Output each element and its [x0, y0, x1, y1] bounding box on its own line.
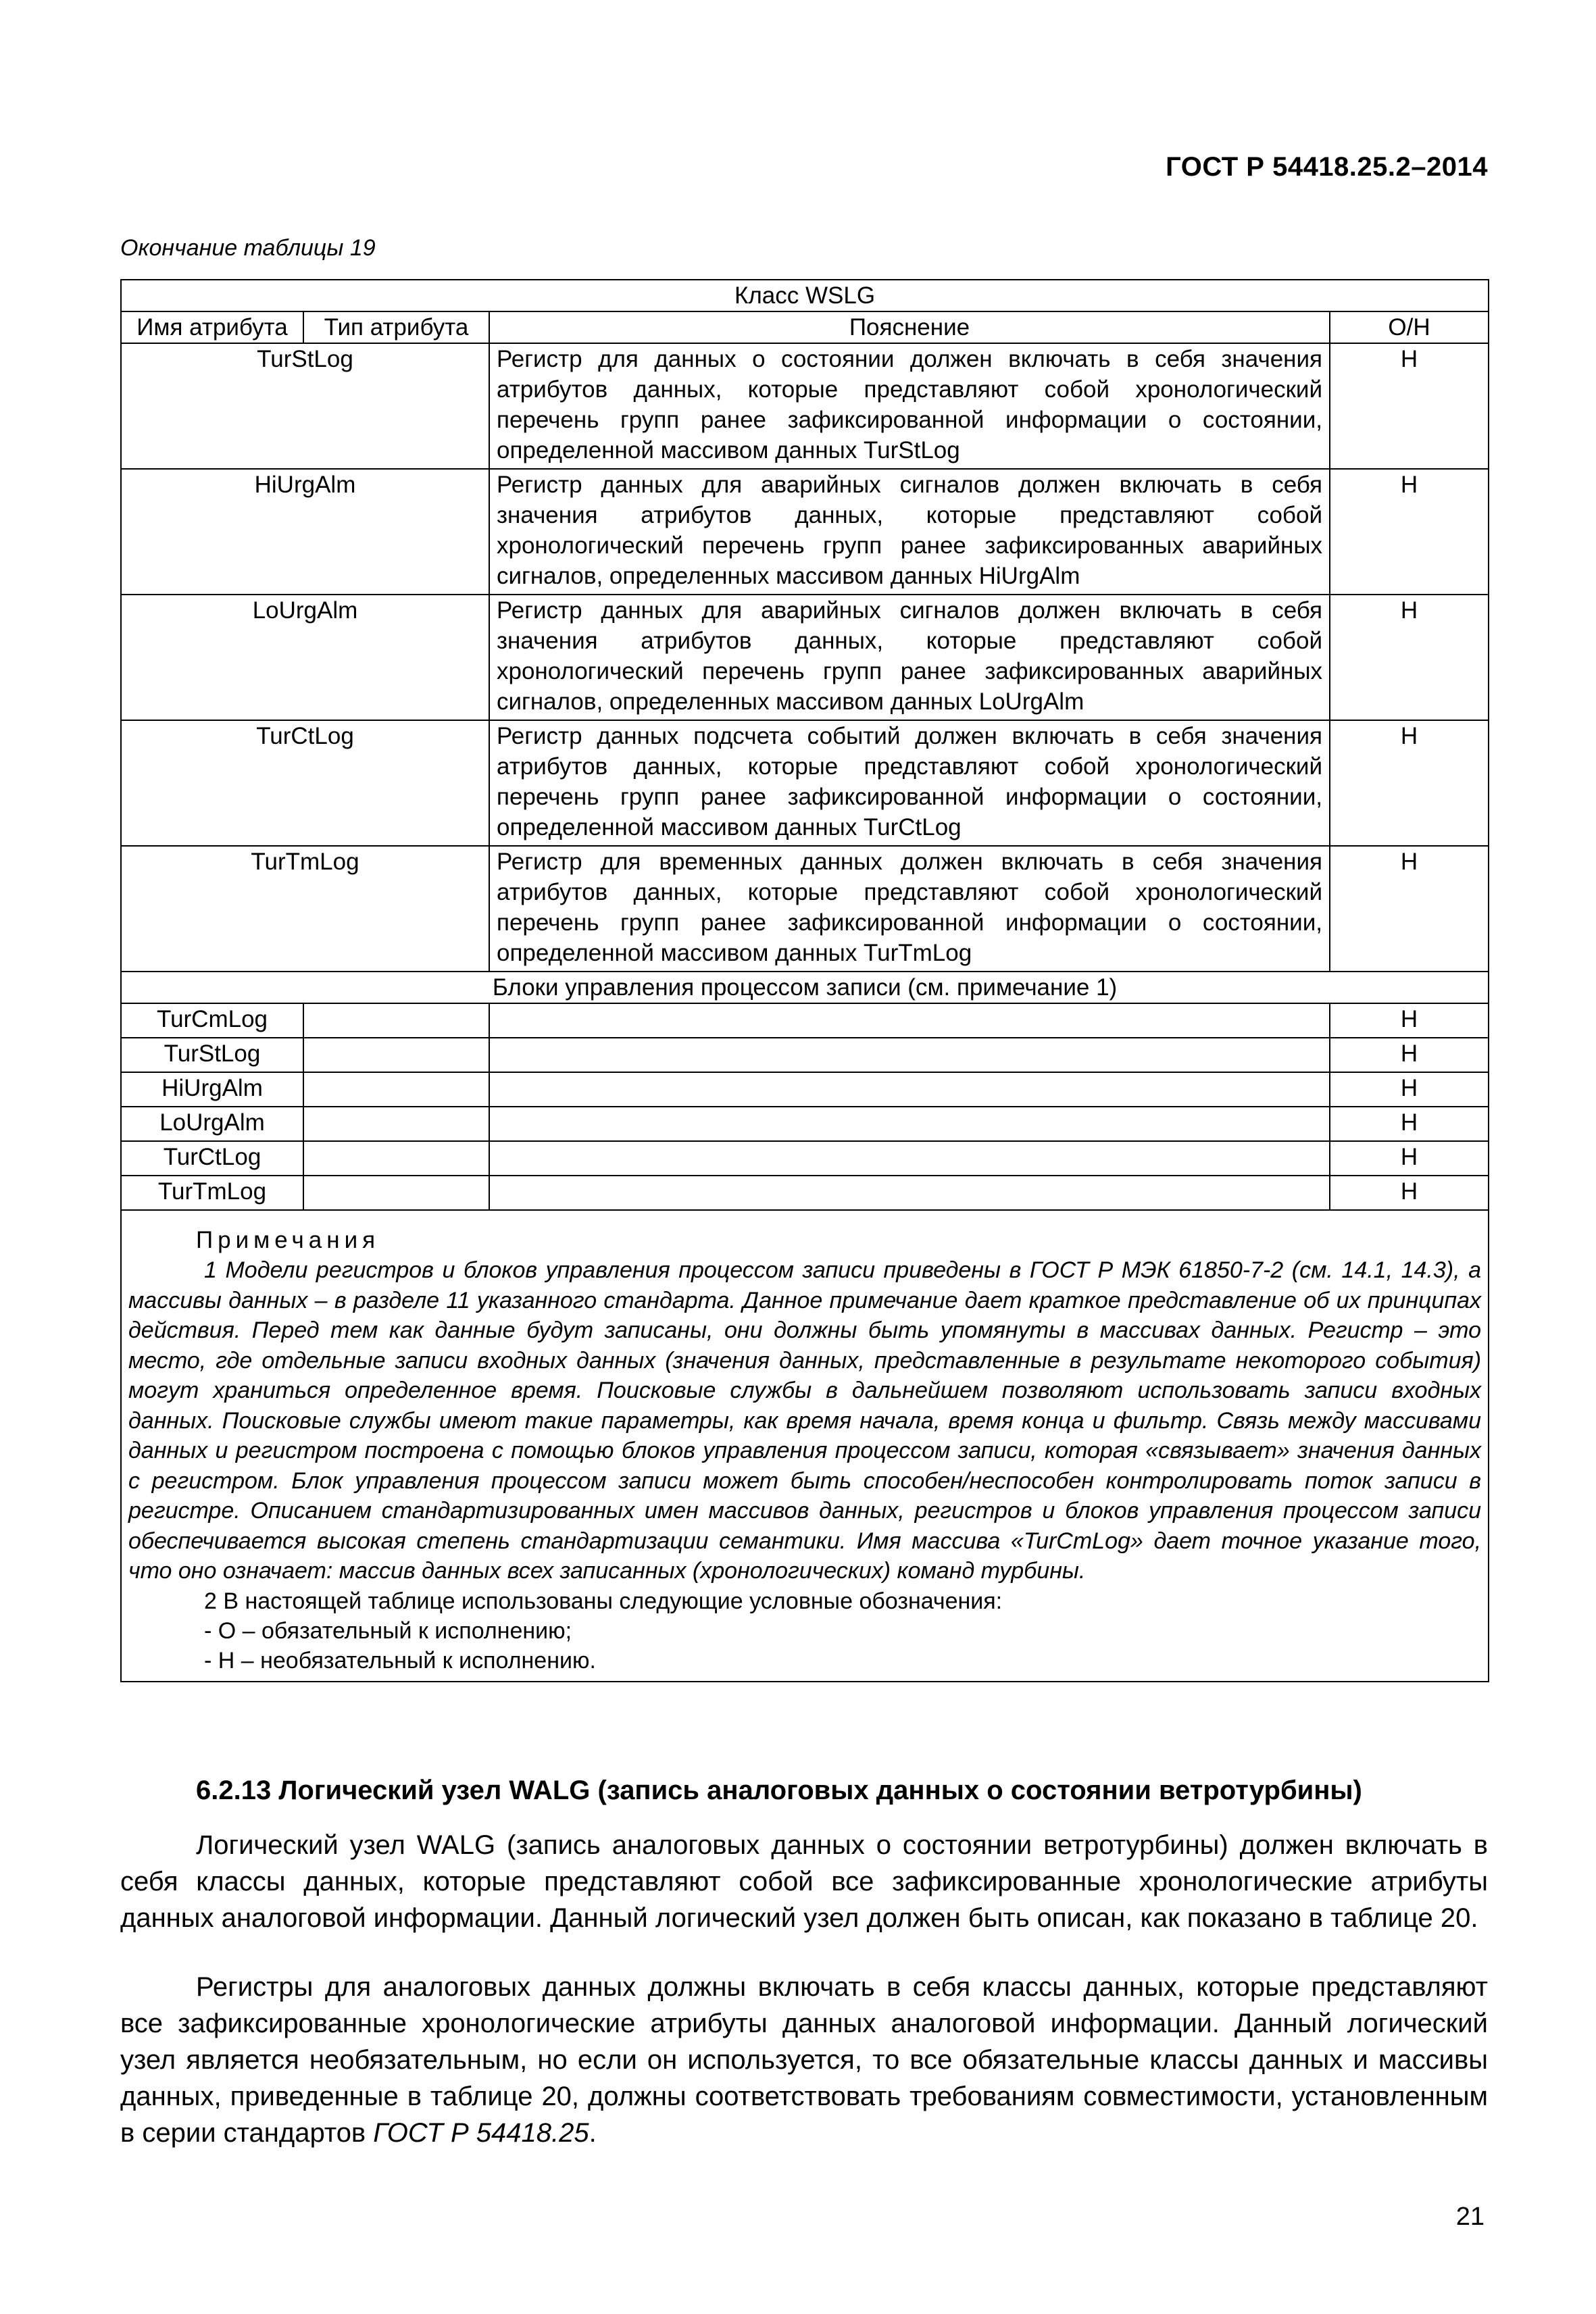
- block-type: [303, 1072, 489, 1107]
- col-header-type: Тип атрибута: [303, 311, 489, 343]
- paragraph-1: Логический узел WALG (запись аналоговых данных о состоянии ветротурбины) должен включать в себя классы данных, которые представляют собой все зафиксированные хронологические атрибуты данных аналоговой информации. Данный логический узел должен быть описан, как показано в таблице 20.: [120, 1830, 1488, 1933]
- attribute-explanation: Регистр данных для аварийных сигналов должен включать в себя значения атрибутов данных, которые представляют собой хронологический перечень групп ранее зафиксированных аварийных сигналов, определенных массивом данных LoUrgAlm: [489, 595, 1330, 720]
- block-on: Н: [1330, 1141, 1489, 1176]
- attribute-name: LoUrgAlm: [121, 595, 489, 720]
- table-row: [121, 595, 1489, 720]
- table-row: [121, 1003, 1489, 1038]
- block-name: LoUrgAlm: [121, 1107, 303, 1141]
- table-row: [121, 469, 1489, 595]
- attribute-explanation: Регистр для временных данных должен включать в себя значения атрибутов данных, которые представляют собой хронологический перечень групп ранее зафиксированной информации о состоянии, определенной массивом данных TurTmLog: [489, 846, 1330, 972]
- block-type: [303, 1176, 489, 1210]
- table-row: [121, 846, 1489, 972]
- section-heading: 6.2.13 Логический узел WALG (запись аналоговых данных о состоянии ветротурбины): [196, 1776, 1362, 1805]
- table-row: [121, 1176, 1489, 1210]
- block-name: TurCtLog: [121, 1141, 303, 1176]
- table-caption: Окончание таблицы 19: [120, 235, 376, 261]
- attribute-explanation: Регистр данных подсчета событий должен включать в себя значения атрибутов данных, которые представляют собой хронологический перечень групп ранее зафиксированной информации о состоянии, определенной массивом данных TurCtLog: [489, 720, 1330, 846]
- note-2: 2 В настоящей таблице использованы следующие условные обозначения:: [204, 1588, 1003, 1614]
- note-1: 1 Модели регистров и блоков управления процессом записи приведены в ГОСТ Р МЭК 61850-7-2 (см. 14.1, 14.3), а массивы данных – в разделе 11 указанного стандарта. Данное примечание дает краткое представление об их принципах действия. Перед тем как данные будут записаны, они должны быть упомянуты в массивах данных. Регистр – это место, где отдельные записи входных данных (значения данных, представленные в результате некоторого события) могут храниться определенное время. Поисковые службы в дальнейшем позволяют использовать записи входных данных. Поисковые службы имеют такие параметры, как время начала, время конца и фильтр. Связь между массивами данных и регистром построена с помощью блоков управления процессом записи, которая «связывает» значения данных с регистром. Блок управления процессом записи может быть способен/неспособен контролировать поток записи в регистре. Описанием стандартизированных имен массивов данных, регистров и блоков управления процессом записи обеспечивается высокая степень стандартизации семантики. Имя массива «TurCmLog» дает точное указание того, что оно означает: массив данных всех записанных (хронологических) команд турбины.: [128, 1257, 1482, 1584]
- wslg-class-table: [120, 279, 1489, 1682]
- block-on: Н: [1330, 1107, 1489, 1141]
- attribute-explanation: Регистр для данных о состоянии должен включать в себя значения атрибутов данных, которые представляют собой хронологический перечень групп ранее зафиксированной информации о состоянии, определенной массивом данных TurStLog: [489, 343, 1330, 469]
- block-explanation: [489, 1038, 1330, 1072]
- standard-reference: ГОСТ Р 54418.25: [373, 2118, 589, 2148]
- attribute-on: Н: [1330, 469, 1489, 595]
- table-row: [121, 1038, 1489, 1072]
- block-explanation: [489, 1072, 1330, 1107]
- attribute-name: TurCtLog: [121, 720, 489, 846]
- block-on: Н: [1330, 1038, 1489, 1072]
- col-header-on: О/Н: [1330, 311, 1489, 343]
- class-title-cell: Класс WSLG: [121, 280, 1489, 311]
- block-on: Н: [1330, 1072, 1489, 1107]
- block-type: [303, 1107, 489, 1141]
- attribute-on: Н: [1330, 720, 1489, 846]
- note-2-item-n: - Н – необязательный к исполнению.: [204, 1647, 596, 1674]
- block-explanation: [489, 1107, 1330, 1141]
- block-type: [303, 1003, 489, 1038]
- page-number: 21: [1455, 2203, 1485, 2231]
- attribute-on: Н: [1330, 846, 1489, 972]
- table-row: [121, 343, 1489, 469]
- block-explanation: [489, 1003, 1330, 1038]
- table-row: [121, 720, 1489, 846]
- attribute-explanation: Регистр данных для аварийных сигналов должен включать в себя значения атрибутов данных, которые представляют собой хронологический перечень групп ранее зафиксированных аварийных сигналов, определенных массивом данных HiUrgAlm: [489, 469, 1330, 595]
- block-on: Н: [1330, 1003, 1489, 1038]
- paragraph-2-end: .: [589, 2118, 597, 2148]
- blocks-title-cell: Блоки управления процессом записи (см. примечание 1): [121, 972, 1489, 1003]
- standard-header: ГОСТ Р 54418.25.2–2014: [1166, 152, 1488, 182]
- attribute-on: Н: [1330, 595, 1489, 720]
- table-row: [121, 1141, 1489, 1176]
- block-name: TurCmLog: [121, 1003, 303, 1038]
- paragraph-2: [120, 1969, 1488, 2151]
- attribute-on: Н: [1330, 343, 1489, 469]
- col-header-name: Имя атрибута: [121, 311, 303, 343]
- block-type: [303, 1038, 489, 1072]
- attribute-name: TurTmLog: [121, 846, 489, 972]
- table-row: [121, 1107, 1489, 1141]
- block-on: Н: [1330, 1176, 1489, 1210]
- attribute-name: HiUrgAlm: [121, 469, 489, 595]
- note-2-item-o: - О – обязательный к исполнению;: [204, 1617, 572, 1644]
- paragraph-2-text: Регистры для аналоговых данных должны включать в себя классы данных, которые представляют все зафиксированные хронологические атрибуты данных аналоговой информации. Данный логический узел является необязательным, но если он используется, то все обязательные классы данных и массивы данных, приведенные в таблице 20, должны соответствовать требованиям совместимости, установленным в серии стандартов: [120, 1972, 1488, 2148]
- block-type: [303, 1141, 489, 1176]
- notes-title: Примечания: [196, 1227, 380, 1253]
- attribute-name: TurStLog: [121, 343, 489, 469]
- col-header-explanation: Пояснение: [489, 311, 1330, 343]
- block-explanation: [489, 1176, 1330, 1210]
- block-explanation: [489, 1141, 1330, 1176]
- notes-cell: [121, 1210, 1489, 1682]
- table-row: [121, 1072, 1489, 1107]
- block-name: HiUrgAlm: [121, 1072, 303, 1107]
- block-name: TurStLog: [121, 1038, 303, 1072]
- block-name: TurTmLog: [121, 1176, 303, 1210]
